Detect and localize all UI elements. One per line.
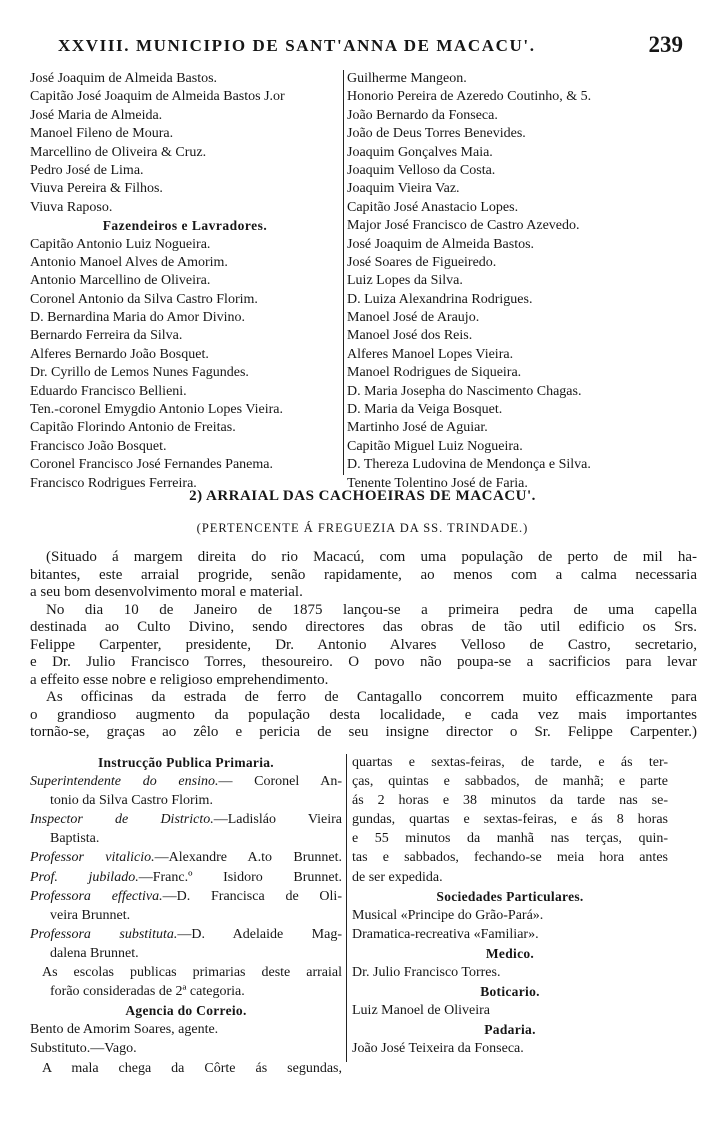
upper-left-column [30,70,340,493]
list-item: João de Deus Torres Benevides. [347,126,526,142]
list-item: Eduardo Francisco Bellieni. [30,383,187,399]
list-item: José Maria de Almeida. [30,107,163,123]
official-title: Professora effectiva. [30,888,163,904]
correio-heading: Agencia do Correio. [125,1003,247,1019]
list-item: Viuva Pereira & Filhos. [30,181,163,197]
description-paragraph [30,549,697,742]
list-item: Capitão Miguel Luiz Nogueira. [347,438,523,454]
mail-schedule-line: tas e sabbados, fechando-se meia hora antes [352,850,668,866]
official-entry [30,772,342,791]
list-item: Martinho José de Aguiar. [347,420,488,436]
mail-schedule-line: gundas, quartas e sextas-feiras, e ás 8 horas [352,812,668,828]
official-title: Professor vitalicio. [30,850,155,866]
sociedade-item: Dramatica-recreativa «Familiar». [352,926,539,942]
padaria-heading: Padaria. [484,1022,536,1038]
sociedades-heading: Sociedades Particulares. [436,888,584,904]
medico-heading: Medico. [485,945,535,961]
list-item: Honorio Pereira de Azeredo Coutinho, & 5. [347,89,592,105]
list-item: D. Maria Josepha do Nascimento Chagas. [347,383,582,399]
paragraph-line: e Dr. Julio Francisco Torres, thesoureiro. O povo não poupa-se a sacrificios para levar [30,654,697,670]
padaria-item: João José Teixeira da Fonseca. [352,1041,524,1057]
list-item: Francisco João Bosquet. [30,438,167,454]
list-item: José Soares de Figueiredo. [347,254,497,270]
official-entry [30,848,342,867]
list-item: Joaquim Vieira Vaz. [347,181,460,197]
medico-item: Dr. Julio Francisco Torres. [352,965,501,981]
mail-schedule-line: ças, quintas e sabbados, de manhã; e parte [352,774,668,790]
paragraph-line: Felippe Carpenter, presidente, Dr. Antonio Alvares Velloso de Castro, secretario, [30,636,697,653]
official-entry-cont: dalena Brunnet. [50,945,139,961]
list-item: D. Bernardina Maria do Amor Divino. [30,310,246,326]
list-item: D. Maria da Veiga Bosquet. [347,402,503,418]
mail-schedule-line: de ser expedida. [352,869,443,885]
official-name: —Alexandre A.to Brunnet. [154,850,342,866]
list-item: Capitão José Joaquim de Almeida Bastos J.or [30,89,285,105]
official-title: Superintendente do ensino. [30,774,219,790]
list-item: Capitão Florindo Antonio de Freitas. [30,420,236,436]
paragraph-line: (Situado á margem direita do rio Macacú, com uma população de perto de mil ha- [46,549,697,565]
list-item: Alferes Bernardo João Bosquet. [30,346,209,362]
lower-right-column [352,753,668,1059]
official-entry [30,810,342,829]
list-item: Viuva Raposo. [30,199,113,215]
page-header [58,32,683,62]
page-number: 239 [648,32,683,57]
paragraph-line: a effeito esse nobre e religioso emprehendimento. [30,671,329,688]
paragraph-line: tornão-se, graças ao zêlo e pericia de seu insigne director o Sr. Felippe Carpenter.) [30,724,697,740]
list-item: Coronel Antonio da Silva Castro Florim. [30,291,258,307]
sociedade-item: Musical «Principe do Grão-Pará». [352,907,544,923]
official-entry-cont: Baptista. [50,831,100,847]
schools-note: forão consideradas de 2ª categoria. [50,984,245,1000]
mail-schedule-line: e 55 minutos da manhã nas terças, quin- [352,831,668,847]
list-item: Alferes Manoel Lopes Vieira. [347,346,514,362]
list-item: José Joaquim de Almeida Bastos. [347,236,535,252]
list-item: D. Thereza Ludovina de Mendonça e Silva. [347,457,591,473]
list-item: Dr. Cyrillo de Lemos Nunes Fagundes. [30,365,249,381]
list-item: Ten.-coronel Emygdio Antonio Lopes Vieira. [30,402,283,418]
official-title: Prof. jubilado. [30,869,139,885]
paragraph-line: bitantes, este arraial progride, senão rapidamente, ao menos com a calma necessaria [30,566,697,583]
list-item: Joaquim Velloso da Costa. [347,162,496,178]
mail-schedule-line: quartas e sextas-feiras, de tarde, e ás ter- [352,755,668,770]
list-item: Joaquim Gonçalves Maia. [347,144,493,160]
list-item: Manoel Fileno de Moura. [30,126,174,142]
paragraph-line: destinada ao Culto Divino, sendo directores das obras de tão util edificio os Srs. [30,619,697,635]
list-item: Manoel José de Araujo. [347,310,480,326]
list-item: Manoel José dos Reis. [347,328,473,344]
list-item: Capitão José Anastacio Lopes. [347,199,519,215]
official-name: —D. Adelaide Mag- [177,926,342,942]
official-entry [30,925,342,944]
list-item: Coronel Francisco José Fernandes Panema. [30,457,273,473]
official-name: — Coronel An- [218,774,342,790]
official-entry-cont: tonio da Silva Castro Florim. [50,793,213,809]
instrucao-heading: Instrucção Publica Primaria. [97,755,274,770]
list-item: Major José Francisco de Castro Azevedo. [347,218,580,234]
official-title: Inspector de Districto. [30,812,214,828]
paragraph-line: No dia 10 de Janeiro de 1875 lançou-se a primeira pedra de uma capella [46,601,697,618]
paragraph-line: As officinas da estrada de ferro de Cantagallo concorrem muito efficazmente para [46,689,697,705]
official-title: Professora substituta. [30,926,178,942]
mail-schedule-line: ás 2 horas e 38 minutos da tarde nas se- [352,793,668,809]
list-item: Manoel Rodrigues de Siqueira. [347,365,522,381]
list-item: Antonio Marcellino de Oliveira. [30,273,211,289]
correio-line: A mala chega da Côrte ás segundas, [42,1060,342,1076]
paragraph-line: o grandioso augmento da população desta localidade, e cada vez mais importantes [30,706,697,723]
column-divider [343,70,344,475]
list-item: Marcellino de Oliveira & Cruz. [30,144,207,160]
list-item: João Bernardo da Fonseca. [347,107,498,123]
correio-line: Bento de Amorim Soares, agente. [30,1022,219,1038]
lower-left-column [30,753,342,1078]
list-item: Francisco Rodrigues Ferreira. [30,475,197,491]
schools-note: As escolas publicas primarias deste arraial [42,965,342,981]
header-title: XXVIII. MUNICIPIO DE SANT'ANNA DE MACACU'. [58,36,536,55]
list-item: Antonio Manoel Alves de Amorim. [30,254,228,270]
official-entry [30,868,342,887]
list-item: José Joaquim de Almeida Bastos. [30,71,218,86]
official-name: —Ladisláo Vieira [213,812,342,828]
section-title: 2) ARRAIAL DAS CACHOEIRAS DE MACACU'. [189,488,536,504]
boticario-heading: Boticario. [480,984,540,1000]
official-entry [30,887,342,906]
boticario-item: Luiz Manoel de Oliveira [352,1003,491,1019]
list-item: Guilherme Mangeon. [347,71,467,86]
list-item: Tenente Tolentino José de Faria. [347,475,528,491]
official-entry-cont: veira Brunnet. [50,907,131,923]
list-item: D. Luiza Alexandrina Rodrigues. [347,291,533,307]
list-item: Bernardo Ferreira da Silva. [30,328,183,344]
paragraph-line: a seu bom desenvolvimento moral e material. [30,584,303,600]
upper-right-column [347,70,667,493]
correio-line: Substituto.—Vago. [30,1041,137,1057]
list-item: Capitão Antonio Luiz Nogueira. [30,236,211,252]
fazendeiros-heading: Fazendeiros e Lavradores. [102,218,268,234]
list-item: Luiz Lopes da Silva. [347,273,463,289]
column-divider [346,754,347,1062]
section-subtitle: (PERTENCENTE Á FREGUEZIA DA SS. TRINDADE.) [196,521,529,535]
list-item: Pedro José de Lima. [30,162,144,178]
official-name: —Franc.º Isidoro Brunnet. [138,869,342,885]
official-name: —D. Francisca de Oli- [162,888,342,904]
